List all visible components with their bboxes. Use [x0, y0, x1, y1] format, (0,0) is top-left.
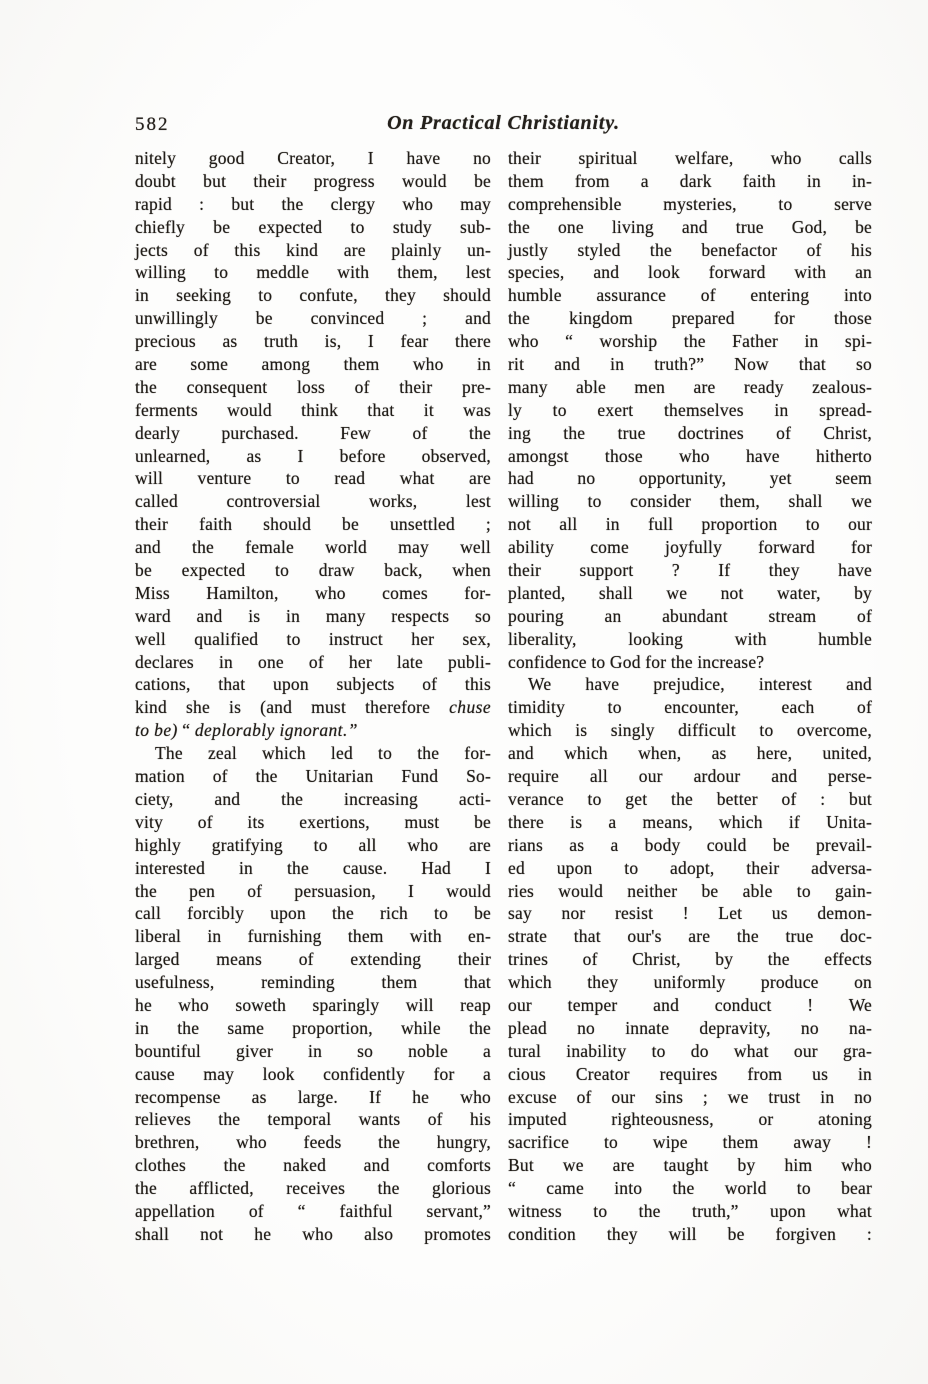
text-line: Miss Hamilton, who comes for- [135, 582, 491, 603]
text-line: ferments would think that it was [135, 399, 491, 420]
left-text-column [135, 147, 491, 1246]
text-line: their support ? If they have [508, 560, 872, 581]
text-line: condition they will be forgiven : [508, 1223, 872, 1244]
text-line: our temper and conduct ! We [508, 994, 872, 1015]
text-line: ability come joyfully forward for [508, 537, 872, 558]
text-line: doubt but their progress would be [135, 170, 491, 191]
text-line: declares in one of her late publi- [135, 651, 491, 672]
text-line: mation of the Unitarian Fund So- [135, 766, 491, 787]
text-line: be expected to draw back, when [135, 560, 491, 581]
text-line: say nor resist ! Let us demon- [508, 903, 872, 924]
text-line: will venture to read what are [135, 468, 491, 489]
text-line: well qualified to instruct her sex, [135, 628, 491, 649]
text-line: unlearned, as I before observed, [135, 445, 491, 466]
text-line: pouring an abundant stream of [508, 605, 872, 626]
text-line: imputed righteousness, or atoning [508, 1109, 872, 1130]
text-line: willing to meddle with them, lest [135, 262, 491, 283]
text-line: cations, that upon subjects of this [135, 674, 491, 695]
text-line: vity of its exertions, must be [135, 811, 491, 832]
text-line: highly gratifying to all who are [135, 834, 491, 855]
text-line: rapid : but the clergy who may [135, 193, 491, 214]
text-line: The zeal which led to the for- [155, 743, 491, 764]
text-line: species, and look forward with an [508, 262, 872, 283]
text-line: comprehensible mysteries, to serve [508, 193, 872, 214]
text-line: rit and in truth?” Now that so [508, 354, 872, 375]
text-line: in seeking to confute, they should [135, 285, 491, 306]
text-line: liberality, looking with humble [508, 628, 872, 649]
text-line: witness to the truth,” upon what [508, 1200, 872, 1221]
text-line: their spiritual welfare, who calls [508, 148, 872, 168]
text-line: kind she is (and must therefore chuse [135, 697, 491, 718]
text-line: larged means of extending their [135, 949, 491, 970]
text-line: humble assurance of entering into [508, 285, 872, 306]
text-line: bountiful giver in so noble a [135, 1040, 491, 1061]
text-line: But we are taught by him who [508, 1155, 872, 1176]
text-line: which is singly difficult to overcome, [508, 720, 872, 741]
text-line: chiefly be expected to study sub- [135, 216, 491, 237]
text-line: the afflicted, receives the glorious [135, 1178, 491, 1199]
text-line: timidity to encounter, each of [508, 697, 872, 718]
page-title: On Practical Christianity. [387, 112, 620, 134]
text-line: ing the true doctrines of Christ, [508, 422, 872, 443]
text-line: in the same proportion, while the [135, 1017, 491, 1038]
text-line: require all our ardour and perse- [508, 766, 872, 787]
page-number: 582 [135, 114, 170, 135]
text-line: nitely good Creator, I have no [135, 148, 491, 168]
text-line: rians as a body could be prevail- [508, 834, 872, 855]
text-line: We have prejudice, interest and [528, 674, 872, 695]
text-line: strate that our's are the true doc- [508, 926, 872, 947]
text-line: “ came into the world to bear [508, 1178, 872, 1199]
text-line: the kingdom prepared for those [508, 308, 872, 329]
text-line: are some among them who in [135, 354, 491, 375]
text-line: justly styled the benefactor of his [508, 239, 872, 260]
text-line: willing to consider them, shall we [508, 491, 872, 512]
text-line: cause may look confidently for a [135, 1063, 491, 1084]
text-line: trines of Christ, by the effects [508, 949, 872, 970]
text-line: usefulness, reminding them that [135, 972, 491, 993]
page-header [135, 112, 872, 140]
text-line: brethren, who feeds the hungry, [135, 1132, 491, 1153]
text-line: liberal in furnishing them with en- [135, 926, 491, 947]
text-columns [135, 147, 872, 1246]
text-line: precious as truth is, I fear there [135, 331, 491, 352]
text-line: he who soweth sparingly will reap [135, 994, 491, 1015]
text-line: interested in the cause. Had I [135, 857, 491, 878]
text-line: ward and is in many respects so [135, 605, 491, 626]
text-line: appellation of “ faithful servant,” [135, 1200, 491, 1221]
text-line: and the female world may well [135, 537, 491, 558]
text-line: ly to exert themselves in spread- [508, 399, 872, 420]
text-line: which they uniformly produce on [508, 972, 872, 993]
text-line: there is a means, which if Unita- [508, 811, 872, 832]
text-line: recompense as large. If he who [135, 1086, 491, 1107]
text-line: amongst those who have hitherto [508, 445, 872, 466]
text-line: ed upon to adopt, their adversa- [508, 857, 872, 878]
text-line: relieves the temporal wants of his [135, 1109, 491, 1130]
text-line: the consequent loss of their pre- [135, 376, 491, 397]
text-line: and which when, as here, united, [508, 743, 872, 764]
text-line: ciety, and the increasing acti- [135, 788, 491, 809]
text-line: called controversial works, lest [135, 491, 491, 512]
text-line: cious Creator requires from us in [508, 1063, 872, 1084]
text-line: their faith should be unsettled ; [135, 514, 491, 535]
text-line: tural inability to do what our gra- [508, 1040, 872, 1061]
text-line: plead no innate depravity, no na- [508, 1017, 872, 1038]
text-line: them from a dark faith in in- [508, 170, 872, 191]
text-line: many able men are ready zealous- [508, 376, 872, 397]
text-line: ries would neither be able to gain- [508, 880, 872, 901]
text-line: excuse of our sins ; we trust in no [508, 1086, 872, 1107]
text-line: verance to get the better of : but [508, 788, 872, 809]
text-line: the pen of persuasion, I would [135, 880, 491, 901]
text-line: shall not he who also promotes [135, 1223, 491, 1244]
text-line: had no opportunity, yet seem [508, 468, 872, 489]
text-line: confidence to God for the increase? [508, 651, 765, 672]
text-line: sacrifice to wipe them away ! [508, 1132, 872, 1153]
text-line: who “ worship the Father in spi- [508, 331, 872, 352]
text-line: call forcibly upon the rich to be [135, 903, 491, 924]
text-line: the one living and true God, be [508, 216, 872, 237]
text-line: jects of this kind are plainly un- [135, 239, 491, 260]
text-line: clothes the naked and comforts [135, 1155, 491, 1176]
right-text-column [508, 147, 872, 1246]
text-line: dearly purchased. Few of the [135, 422, 491, 443]
text-line: planted, shall we not water, by [508, 582, 872, 603]
text-line: unwillingly be convinced ; and [135, 308, 491, 329]
text-line: not all in full proportion to our [508, 514, 872, 535]
text-line: to be) “ deplorably ignorant.” [135, 720, 358, 741]
